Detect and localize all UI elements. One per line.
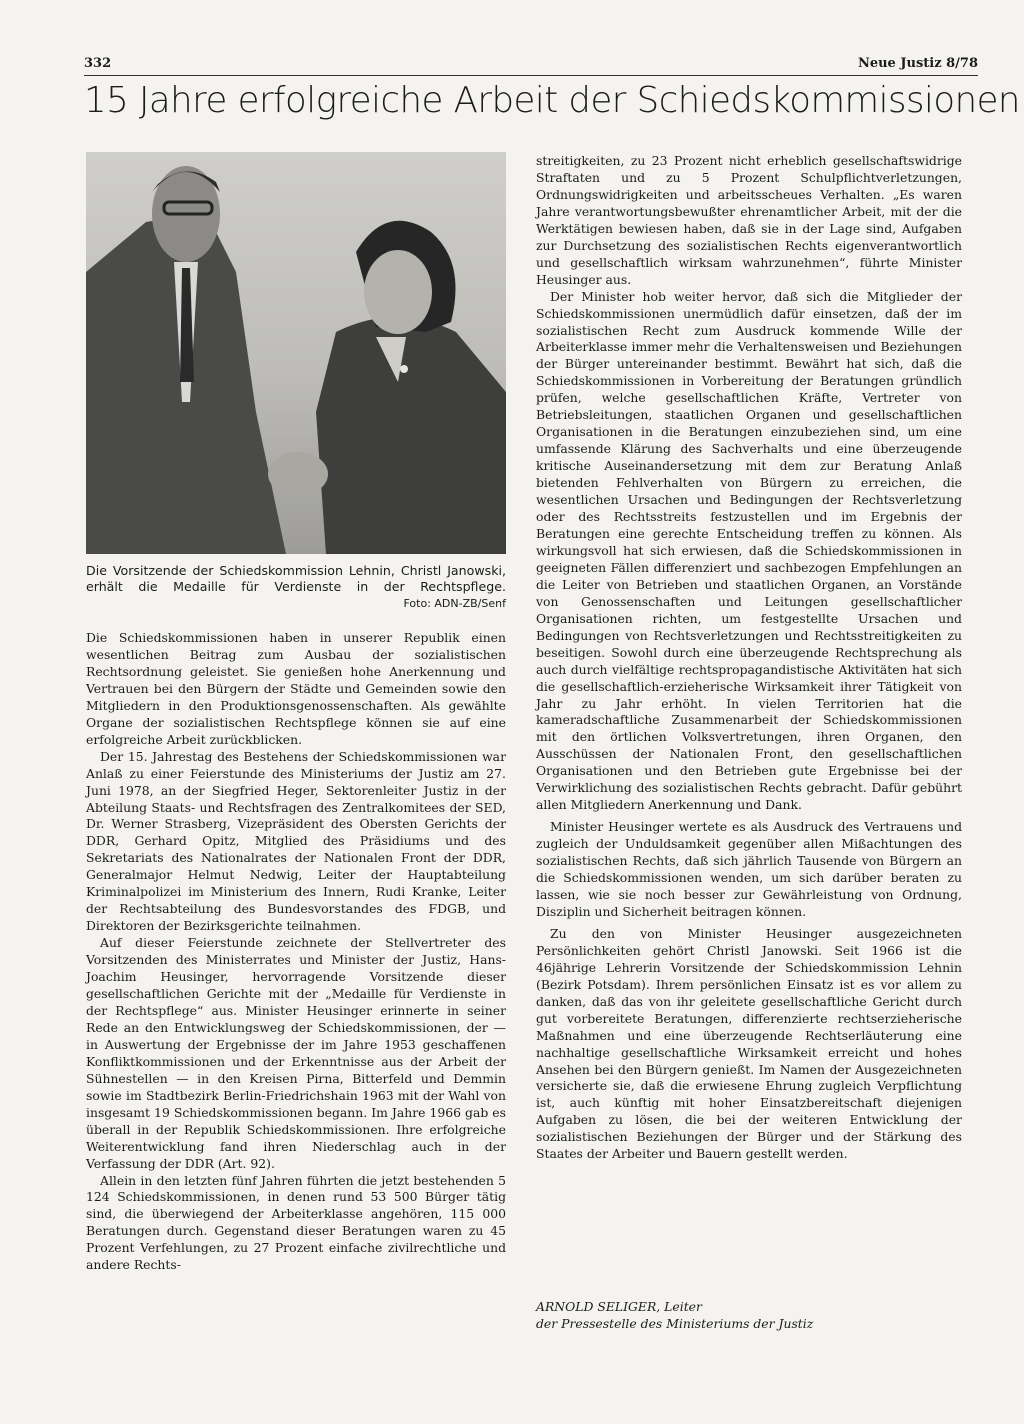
page-header [84, 56, 978, 74]
paragraph: Der 15. Jahrestag des Bestehens der Schiedskommissionen war Anlaß zu einer Feierstunde des Ministeriums der Justiz am 27. Juni 1978, an der Siegfried Heger, Sektorenleiter Justiz in der Abteilung Staats- und Rechtsfragen des Zentralkomitees der SED, Dr. Werner Strasberg, Vizepräsident des Obersten Gerichts der DDR, Gerhard Opitz, Mitglied des Präsidiums und des Sekretariats des Nationalrates der Nationalen Front der DDR, Generalmajor Helmut Nedwig, Leiter der Hauptabteilung Kriminalpolizei im Ministerium des Innern, Rudi Kranke, Leiter der Rechtsabteilung des Bundesvorstandes des FDGB, und Direktoren der Bezirksgerichte teilnahmen. [86, 748, 506, 934]
journal-issue: Neue Justiz 8/78 [857, 56, 978, 71]
photo-credit: Foto: ADN-ZB/Senf [403, 597, 506, 610]
page-number: 332 [84, 56, 112, 71]
photo-caption: Die Vorsitzende der Schiedskommission Lehnin, Christl Janowski, erhält die Medaille für Verdienste in der Rechtspflege. [86, 563, 506, 594]
paragraph: Der Minister hob weiter hervor, daß sich die Mitglieder der Schiedskommissionen unermüdlich dafür einsetzen, daß der im sozialistischen Recht zum Ausdruck kommende Wille der Arbeiterklasse immer mehr die Verhaltensweisen und Beziehungen der Bürger untereinander bestimmt. Bewährt hat sich, daß die Schiedskommissionen in Vorbereitung der Beratungen gründlich prüfen, welche gesellschaftlichen Kräfte, Vertreter von Betriebsleitungen, staatlichen Organen und gesellschaftlichen Organisationen in die Beratungen einzubeziehen sind, um eine umfassende Klärung des Sachverhalts und eine überzeugende kritische Auseinandersetzung mit dem zur Beratung Anlaß bietenden Fehlverhalten von Bürgern zu erreichen, die wesentlichen Ursachen und Bedingungen der Rechtsverletzung oder des Rechtsstreits festzustellen und im Ergebnis der Beratungen eine gerechte Entscheidung treffen zu können. Als wirkungsvoll hat sich erwiesen, daß die Schiedskommissionen in geeigneten Fällen differenziert und sachbezogen Empfehlungen an die Leiter von Betrieben und staatlichen Organen, an Vorstände von Genossenschaften und Leitungen gesellschaftlicher Organisationen richten, um festgestellte Ursachen und Bedingungen von Rechtsverletzungen und Rechtsstreitigkeiten zu beseitigen. Sowohl durch eine überzeugende Rechtsprechung als auch durch vielfältige rechtspropagandistische Aktivitäten hat sich die gesellschaftlich-erzieherische Wirksamkeit ihrer Tätigkeit von Jahr zu Jahr erhöht. In vielen Territorien hat die kameradschaftliche Zusammenarbeit der Schiedskommissionen mit den örtlichen Volksvertretungen, ihren Organen, den Ausschüssen der Nationalen Front, den gesellschaftlichen Organisationen und den Betrieben gute Ergebnisse bei der Verwirklichung des sozialistischen Rechts gebracht. Dafür gebührt allen Mitgliedern Anerkennung und Dank. [536, 288, 962, 813]
woman-face [364, 250, 432, 334]
medal-badge [400, 365, 408, 373]
signature-affiliation: der Pressestelle des Ministeriums der Justiz [536, 1316, 814, 1331]
photo-illustration [86, 152, 506, 554]
paragraph: Die Schiedskommissionen haben in unserer Republik einen wesentlichen Beitrag zum Ausbau der sozialistischen Rechtsordnung geleistet. Sie genießen hohe Anerkennung und Vertrauen bei den Bürgern der Städte und Gemeinden sowie den Mitgliedern in den Produktionsgenossenschaften. Als gewählte Organe der sozialistischen Rechtspflege können sie auf eine erfolgreiche Arbeit zurückblicken. [86, 630, 506, 747]
paragraph: Minister Heusinger wertete es als Ausdruck des Vertrauens und zugleich der Unduldsamkeit gegenüber allen Mißachtungen des sozialistischen Rechts, daß sich jährlich Tausende von Bürgern an die Schiedskommissionen wenden, um sich darüber beraten zu lassen, wie sie noch besser zur Gewährleistung von Ordnung, Disziplin und Sicherheit beitragen können. [536, 819, 962, 919]
left-column [86, 630, 506, 1274]
article-photo [86, 152, 506, 554]
woman-jacket [316, 317, 506, 554]
article-title: 15 Jahre erfolgreiche Arbeit der Schiedskommissionen [84, 80, 1020, 121]
handshake [268, 452, 328, 496]
paragraph: Zu den von Minister Heusinger ausgezeichneten Persönlichkeiten gehört Christl Janowski. Seit 1966 ist die 46jährige Lehrerin Vorsitzende der Schiedskommission Lehnin (Bezirk Potsdam). Ihrem persönlichen Einsatz ist es vor allem zu danken, daß das von ihr geleitete gesellschaftliche Gericht durch gut vorbereitete Beratungen, differenzierte rechtserzieherische Maßnahmen und eine überzeugende Rechtserläuterung eine nachhaltige gesellschaftliche Wirksamkeit erreicht und hohes Ansehen bei den Bürgern genießt. Im Namen der Ausgezeichneten versicherte sie, daß die erwiesene Ehrung zugleich Verpflichtung ist, auch künftig mit hoher Einsatzbereitschaft diejenigen Aufgaben zu lösen, die bei der weiteren Entwicklung der sozialistischen Beziehungen der Bürger und der Stärkung des Staates der Arbeiter und Bauern gestellt werden. [536, 925, 962, 1162]
paragraph: streitigkeiten, zu 23 Prozent nicht erheblich gesellschaftswidrige Straftaten und zu 5 Prozent Schulpflichtverletzungen, Ordnungswidrigkeiten und arbeitsscheues Verhalten. „Es waren Jahre verantwortungsbewußter ehrenamtlicher Arbeit, mit der die Werktätigen bewiesen haben, daß sie in der Lage sind, Aufgaben zur Durchsetzung des sozialistischen Rechts eigenverantwortlich und gesellschaftlich wirksam wahrzunehmen“, führte Minister Heusinger aus. [536, 153, 962, 287]
right-column [536, 153, 962, 1163]
signature-author: ARNOLD SELIGER, Leiter [536, 1299, 702, 1314]
author-signature [536, 1298, 962, 1332]
paragraph: Auf dieser Feierstunde zeichnete der Stellvertreter des Vorsitzenden des Ministerrates und Minister der Justiz, Hans-Joachim Heusinger, hervorragende Vorsitzende dieser gesellschaftlichen Gerichte mit der „Medaille für Verdienste in der Rechtspflege“ aus. Minister Heusinger erinnerte in seiner Rede an den Entwicklungsweg der Schiedskommissionen, der — in Auswertung der Ergebnisse der im Jahre 1953 geschaffenen Konfliktkommissionen und der Erkenntnisse aus der Arbeit der Sühnestellen — in den Kreisen Pirna, Bitterfeld und Demmin sowie im Stadtbezirk Berlin-Friedrichshain 1963 mit der Wahl von insgesamt 19 Schiedskommissionen begann. Im Jahre 1966 gab es überall in der Republik Schiedskommissionen. Ihre erfolgreiche Weiterentwicklung fand ihren Niederschlag auch in der Verfassung der DDR (Art. 92). [86, 935, 506, 1171]
header-rule [84, 75, 978, 76]
paragraph: Allein in den letzten fünf Jahren führten die jetzt bestehenden 5 124 Schiedskommissionen, in denen rund 53 500 Bürger tätig sind, die überwiegend der Arbeiterklasse angehören, 115 000 Beratungen durch. Gegenstand dieser Beratungen waren zu 45 Prozent Verfehlungen, zu 27 Prozent einfache zivilrechtliche und andere Rechts- [86, 1172, 506, 1273]
